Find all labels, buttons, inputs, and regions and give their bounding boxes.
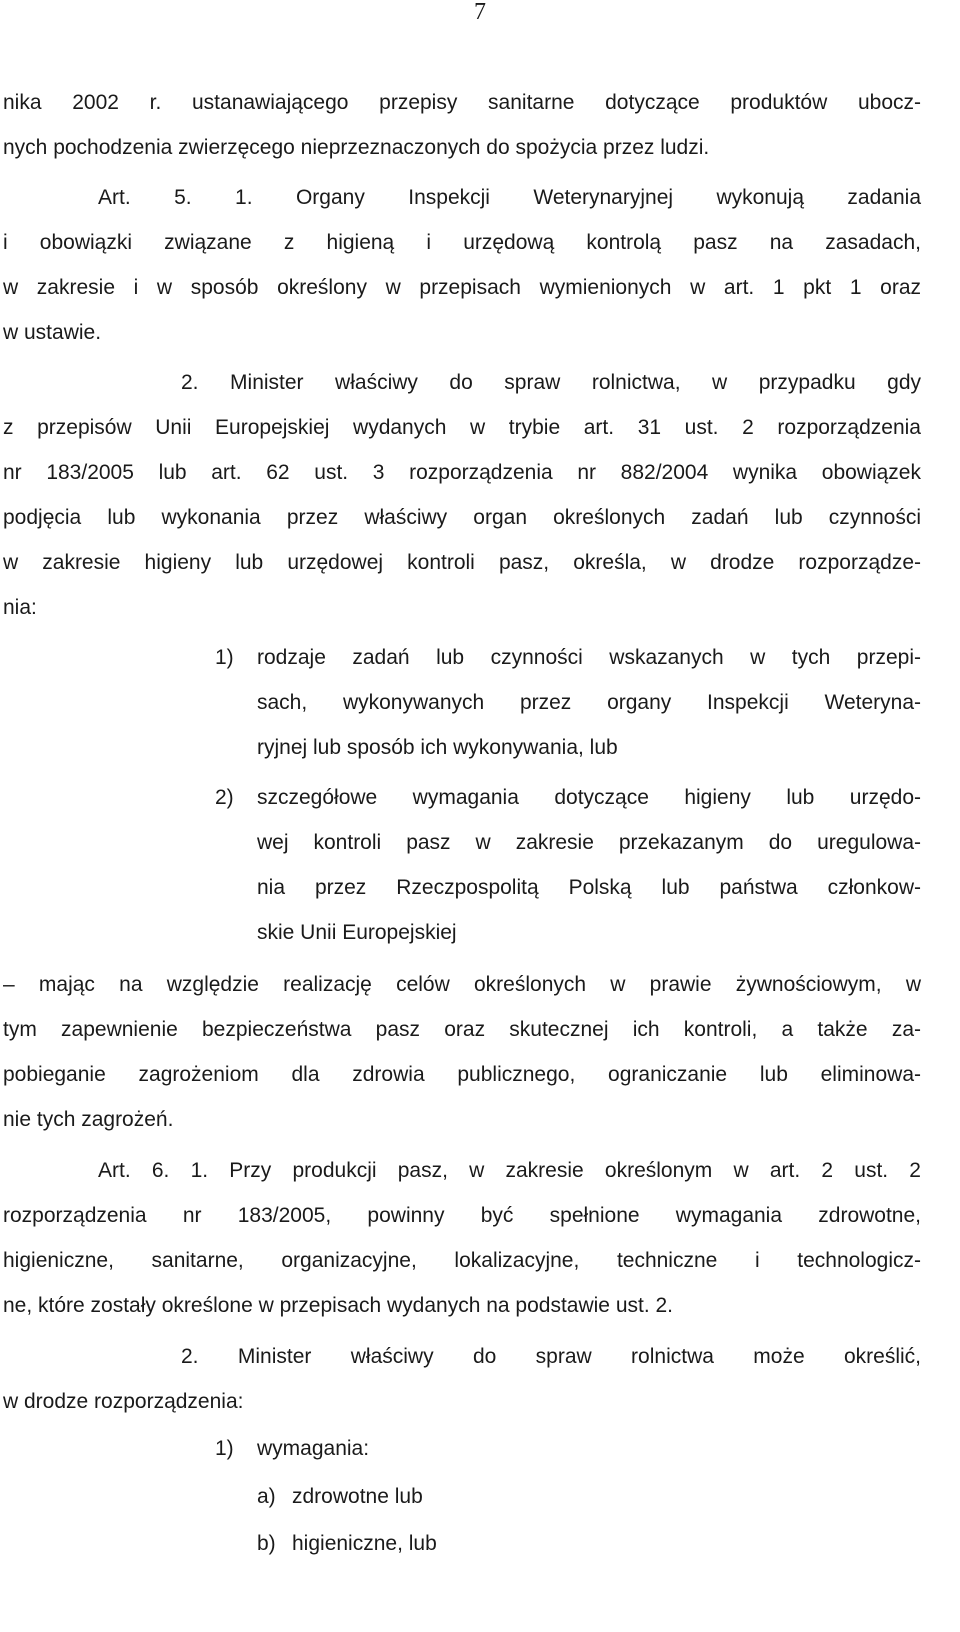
list-subitem-text: zdrowotne lub [292, 1485, 423, 1508]
text-line: ne, które zostały określone w przepisach wydanych na podstawie ust. 2. [3, 1294, 674, 1317]
text-line: rodzaje zadań lub czynności wskazanych w tych przepi- [257, 646, 921, 669]
text-line: 2. Minister właściwy do spraw rolnictwa, w przypadku gdy [181, 371, 921, 394]
text-line: nr 183/2005 lub art. 62 ust. 3 rozporządzenia nr 882/2004 wynika obowiązek [3, 461, 921, 484]
list-item-number: 1) [215, 1437, 234, 1460]
list-item-number: 1) [215, 646, 234, 669]
article-5-paragraph-1 [3, 175, 921, 355]
text-line: i obowiązki związane z higieną i urzędową kontrolą pasz na zasadach, [3, 231, 921, 254]
article-5-closing-clause [3, 962, 921, 1142]
list-item-text: wymagania: [257, 1437, 370, 1460]
text-line: nika 2002 r. ustanawiającego przepisy sanitarne dotyczące produktów ubocz- [3, 91, 921, 114]
article-6-paragraph-1 [3, 1148, 921, 1328]
text-line: Art. 5. 1. Organy Inspekcji Weterynaryjnej wykonują zadania [98, 186, 921, 209]
text-line: – mając na względzie realizację celów określonych w prawie żywnościowym, w [3, 973, 921, 996]
text-line: pobieganie zagrożeniom dla zdrowia publicznego, ograniczanie lub eliminowa- [3, 1063, 921, 1086]
text-line: ryjnej lub sposób ich wykonywania, lub [257, 736, 618, 759]
text-line: szczegółowe wymagania dotyczące higieny lub urzędo- [257, 786, 921, 809]
text-line: w zakresie i w sposób określony w przepisach wymienionych w art. 1 pkt 1 oraz [3, 276, 921, 299]
text-line: sach, wykonywanych przez organy Inspekcji Weteryna- [257, 691, 921, 714]
text-line: w zakresie higieny lub urzędowej kontroli pasz, określa, w drodze rozporządze- [3, 551, 921, 574]
text-line: podjęcia lub wykonania przez właściwy organ określonych zadań lub czynności [3, 506, 921, 529]
text-line: z przepisów Unii Europejskiej wydanych w trybie art. 31 ust. 2 rozporządzenia [3, 416, 921, 439]
text-line: tym zapewnienie bezpieczeństwa pasz oraz skutecznej ich kontroli, a także za- [3, 1018, 921, 1041]
text-line: w ustawie. [3, 321, 102, 344]
article-6-paragraph-2 [3, 1334, 921, 1424]
text-line: nia przez Rzeczpospolitą Polską lub państwa członkow- [257, 876, 921, 899]
paragraph-continuation [3, 80, 921, 170]
text-line: nie tych zagrożeń. [3, 1108, 174, 1131]
text-line: higieniczne, sanitarne, organizacyjne, lokalizacyjne, techniczne i technologicz- [3, 1249, 921, 1272]
text-line: Art. 6. 1. Przy produkcji pasz, w zakresie określonym w art. 2 ust. 2 [98, 1159, 921, 1182]
article-5-paragraph-2 [3, 360, 921, 630]
text-line: skie Unii Europejskiej [257, 921, 457, 944]
text-line: w drodze rozporządzenia: [3, 1390, 244, 1413]
list-subitem-text: higieniczne, lub [292, 1532, 437, 1555]
text-line: wej kontroli pasz w zakresie przekazanym do uregulowa- [257, 831, 921, 854]
text-line: 2. Minister właściwy do spraw rolnictwa może określić, [181, 1345, 921, 1368]
list-subitem-letter: a) [257, 1485, 276, 1508]
text-line: rozporządzenia nr 183/2005, powinny być spełnione wymagania zdrowotne, [3, 1204, 921, 1227]
list-subitem-letter: b) [257, 1532, 276, 1555]
list-item-number: 2) [215, 786, 234, 809]
page-number: 7 [474, 0, 486, 25]
text-line: nia: [3, 596, 37, 619]
text-line: nych pochodzenia zwierzęcego nieprzeznaczonych do spożycia przez ludzi. [3, 136, 710, 159]
